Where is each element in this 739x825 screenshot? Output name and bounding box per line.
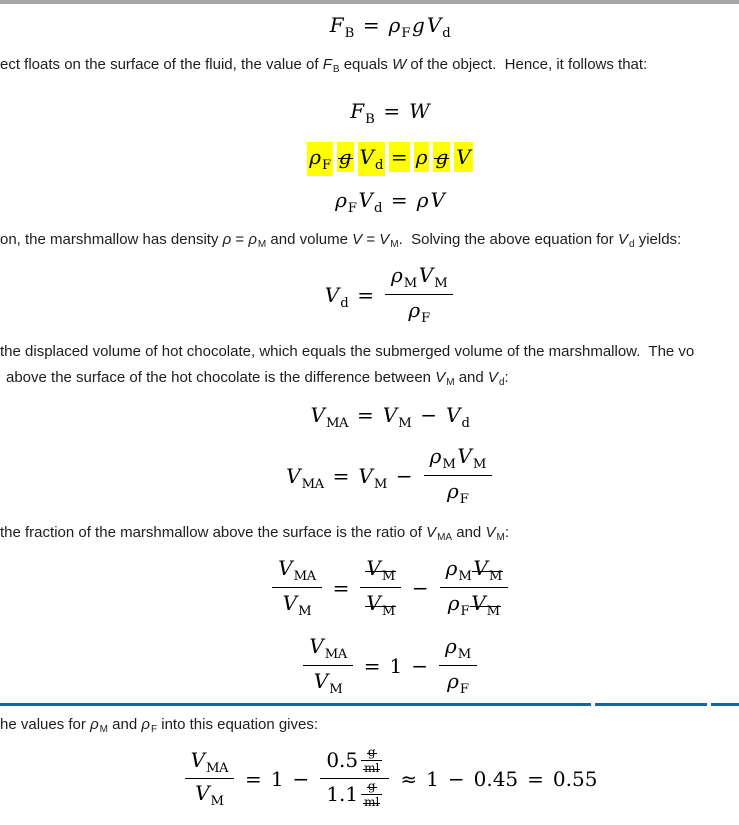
- math-token: ρF: [447, 668, 468, 698]
- para-fraction-ratio: [0, 523, 739, 544]
- math-operator: −: [395, 464, 413, 488]
- text-run: ect floats on the surface of the fluid, the value of: [0, 56, 323, 73]
- text-run: =: [231, 231, 249, 248]
- math-token: VMA: [191, 748, 228, 776]
- math-subscript: F: [459, 681, 469, 697]
- math-subscript: MA: [437, 532, 453, 543]
- math-operator: ≈: [400, 767, 418, 791]
- math-subscript: F: [150, 724, 158, 735]
- text-run: the displaced volume of hot chocolate, which equals the submerged volume of the marshmallow. The vo: [0, 343, 695, 360]
- eq-vma-difference: [0, 402, 739, 432]
- math-operator: =: [357, 403, 374, 427]
- math-token: VM: [419, 262, 447, 292]
- inline-math: $V_M$: [379, 231, 399, 250]
- math-token: ρM: [446, 555, 472, 585]
- math-token: Vd: [446, 402, 469, 432]
- fraction: [320, 747, 389, 810]
- text-run: on, the marshmallow has density: [0, 231, 223, 248]
- math-subscript: M: [446, 377, 455, 388]
- math-token: ρF: [448, 590, 469, 620]
- text-run: above the surface of the hot chocolate is the difference between: [6, 369, 436, 386]
- inline-math: $V_M$: [435, 369, 455, 388]
- math-token: g: [367, 779, 376, 793]
- math-subscript: M: [442, 456, 456, 472]
- inline-math: $V_d$: [487, 369, 505, 388]
- math-operator: =: [383, 99, 401, 123]
- inline-math: $V_M$: [485, 524, 505, 543]
- math-token: VM: [366, 590, 394, 620]
- math-subscript: M: [390, 239, 399, 250]
- inline-math: $\rho_M$: [90, 716, 108, 735]
- inline-math: V: [352, 231, 363, 248]
- math-operator: =: [357, 283, 374, 307]
- fraction: [439, 633, 477, 698]
- fraction: [361, 746, 382, 775]
- fraction: [361, 780, 382, 809]
- math-operator: =: [332, 576, 350, 600]
- math-token: VM: [195, 781, 223, 809]
- inline-math: W: [392, 56, 407, 73]
- bottom-line-gap: [591, 703, 595, 706]
- math-token: VM: [473, 555, 501, 585]
- math-token: ml: [364, 761, 380, 775]
- math-token: VM: [471, 590, 499, 620]
- math-token: 1: [270, 767, 284, 791]
- math-operator: =: [390, 188, 408, 212]
- inline-math: $\rho_F$: [141, 716, 158, 735]
- text-run: he values for: [0, 716, 91, 733]
- math-subscript: MA: [326, 415, 349, 431]
- math-subscript: M: [329, 681, 343, 697]
- math-token: 0.55: [552, 767, 598, 791]
- math-operator: =: [332, 464, 350, 488]
- math-subscript: d: [442, 25, 451, 41]
- math-token: FB: [350, 98, 374, 128]
- math-token: Vd: [359, 187, 382, 217]
- eq-vma-ratio-cancelled: [0, 557, 739, 622]
- math-subscript: F: [401, 25, 411, 41]
- math-subscript: F: [421, 310, 430, 326]
- math-token: VMA: [311, 402, 348, 432]
- math-subscript: M: [298, 603, 312, 619]
- math-token: 0.5: [326, 748, 359, 772]
- text-run: and: [108, 716, 142, 733]
- math-token: VM: [383, 402, 411, 432]
- bottom-border-line: [0, 703, 739, 706]
- eq-vma-ratio-simplified: [0, 635, 739, 700]
- math-token: ρF: [408, 297, 429, 327]
- math-token: VM: [366, 555, 394, 585]
- math-token: g: [338, 145, 352, 169]
- math-token: ρM: [445, 633, 471, 663]
- math-token: ρM: [430, 443, 456, 473]
- math-subscript: F: [347, 200, 357, 216]
- fraction: [303, 633, 352, 698]
- math-operator: =: [363, 654, 381, 678]
- fraction: [440, 555, 508, 620]
- inline-math: $V_{MA}$: [426, 524, 453, 543]
- math-subscript: d: [461, 415, 470, 431]
- math-token: FB: [330, 12, 354, 42]
- math-token: ρF: [447, 478, 468, 508]
- math-subscript: B: [344, 25, 354, 41]
- math-subscript: M: [398, 415, 412, 431]
- math-subscript: MA: [301, 476, 324, 492]
- math-token: Vd: [325, 282, 348, 312]
- math-token: V: [456, 145, 471, 169]
- math-token: ρM: [391, 262, 417, 292]
- inline-math: $F_B$: [322, 56, 340, 75]
- math-subscript: M: [486, 603, 500, 619]
- math-token: VMA: [278, 555, 315, 585]
- text-run: =: [362, 231, 380, 248]
- math-subscript: d: [340, 295, 349, 311]
- text-run: of the object. Hence, it follows that:: [406, 56, 648, 73]
- math-subscript: M: [457, 646, 471, 662]
- math-subscript: M: [381, 568, 395, 584]
- math-subscript: F: [322, 157, 331, 173]
- math-token: 1: [389, 654, 403, 678]
- math-token: V: [430, 188, 445, 212]
- math-operator: −: [411, 576, 429, 600]
- math-token: g: [412, 13, 425, 37]
- para-floats-on-surface: [0, 55, 739, 76]
- fraction: [424, 443, 492, 508]
- math-subscript: d: [374, 157, 383, 173]
- math-token: 1: [426, 767, 439, 791]
- math-subscript: F: [460, 603, 470, 619]
- math-subscript: d: [628, 239, 635, 250]
- inline-math: $\rho_M$: [248, 231, 267, 250]
- math-token: ρF: [309, 144, 330, 174]
- math-token: ml: [364, 795, 380, 809]
- math-token: VM: [283, 590, 311, 620]
- math-token: g: [435, 145, 449, 169]
- math-subscript: M: [381, 603, 395, 619]
- math-subscript: d: [498, 377, 505, 388]
- math-subscript: M: [496, 532, 505, 543]
- math-subscript: M: [210, 793, 224, 809]
- math-subscript: F: [459, 491, 469, 507]
- math-token: VM: [457, 443, 485, 473]
- math-operator: =: [362, 13, 380, 37]
- math-token: ρ: [416, 188, 429, 212]
- text-run: and: [452, 524, 486, 541]
- math-operator: −: [420, 403, 438, 427]
- math-token: VM: [314, 668, 342, 698]
- text-run: and volume: [266, 231, 353, 248]
- math-token: VM: [358, 463, 386, 493]
- text-run: yields:: [634, 231, 682, 248]
- math-subscript: MA: [293, 568, 316, 584]
- math-token: ρF: [389, 12, 410, 42]
- math-subscript: M: [403, 275, 417, 291]
- math-token: W: [409, 99, 430, 123]
- math-subscript: MA: [206, 760, 229, 776]
- math-subscript: MA: [324, 646, 347, 662]
- math-subscript: M: [434, 275, 448, 291]
- math-token: 1.1: [326, 782, 359, 806]
- eq-cancel-g-highlighted: [0, 144, 739, 174]
- para-displaced-volume-line1: [0, 342, 739, 361]
- math-subscript: M: [472, 456, 486, 472]
- text-run: the fraction of the marshmallow above the surface is the ratio of: [0, 524, 427, 541]
- math-subscript: d: [373, 200, 382, 216]
- math-token: VMA: [286, 463, 323, 493]
- math-subscript: M: [488, 568, 502, 584]
- math-token: 0.45: [473, 767, 519, 791]
- math-token: Vd: [427, 12, 450, 42]
- math-operator: =: [390, 145, 408, 169]
- eq-vd-solution: [0, 264, 739, 329]
- math-subscript: M: [257, 239, 267, 250]
- math-subscript: M: [458, 568, 472, 584]
- eq-numeric-result: [0, 745, 739, 812]
- eq-vma-expanded: [0, 445, 739, 510]
- math-token: ρF: [335, 187, 356, 217]
- math-operator: =: [527, 767, 544, 791]
- text-run: and: [454, 369, 488, 386]
- math-subscript: M: [373, 476, 387, 492]
- fraction: [272, 555, 321, 620]
- bottom-line-gap: [707, 703, 711, 706]
- math-token: VMA: [309, 633, 346, 663]
- text-run: into this equation gives:: [157, 716, 319, 733]
- math-operator: −: [292, 767, 310, 791]
- math-subscript: B: [365, 111, 375, 127]
- para-substitute-values: [0, 715, 739, 736]
- math-operator: −: [447, 767, 465, 791]
- text-run: :: [504, 524, 509, 541]
- inline-math: ρ: [222, 231, 232, 248]
- eq-rho-vd-equals-rho-v: [0, 187, 739, 217]
- fraction: [360, 555, 400, 620]
- math-token: g: [367, 745, 376, 759]
- fraction: [385, 262, 453, 327]
- eq-buoyant-force: [0, 12, 739, 42]
- text-run: :: [504, 369, 509, 386]
- content: [0, 4, 739, 825]
- math-token: ρ: [415, 145, 428, 169]
- text-run: . Solving the above equation for: [398, 231, 618, 248]
- math-subscript: B: [332, 64, 340, 75]
- inline-math: $V_d$: [617, 231, 635, 250]
- fraction: [185, 748, 234, 809]
- math-token: Vd: [360, 144, 383, 174]
- para-marshmallow-density: [0, 230, 739, 251]
- math-operator: −: [411, 654, 428, 678]
- para-above-surface-line2: [0, 368, 739, 389]
- math-subscript: M: [99, 724, 108, 735]
- text-run: equals: [339, 56, 393, 73]
- eq-fb-equals-w: [0, 98, 739, 128]
- math-operator: =: [245, 767, 262, 791]
